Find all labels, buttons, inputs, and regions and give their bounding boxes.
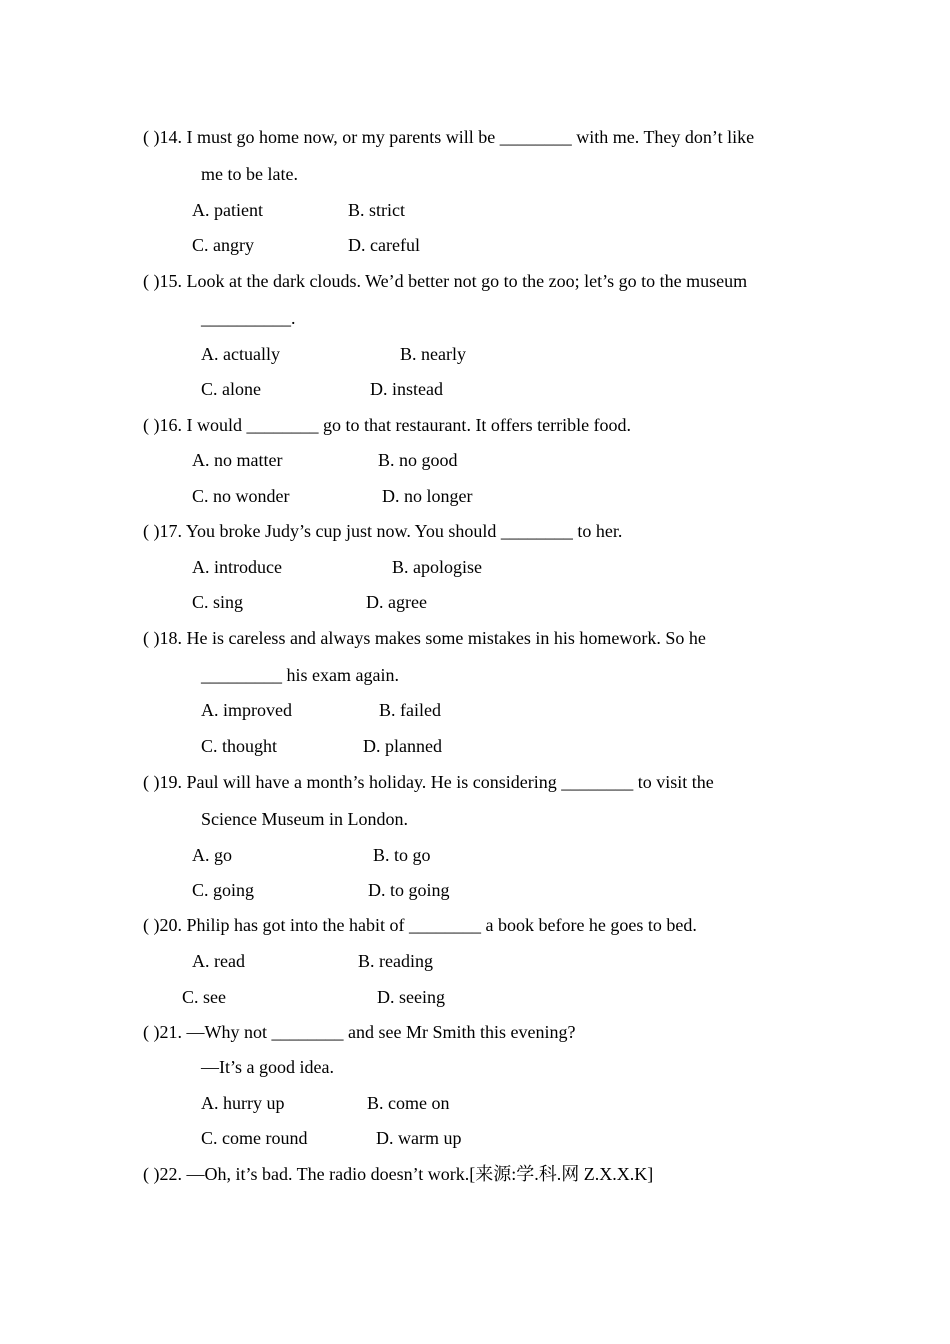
question-21-option-b: B. come on	[367, 1093, 450, 1113]
question-21-option-d: D. warm up	[376, 1128, 462, 1148]
question-14-option-d: D. careful	[348, 235, 420, 255]
question-22-stem-line-1: ( )22. —Oh, it’s bad. The radio doesn’t work.[来源:学.科.网 Z.X.X.K]	[143, 1164, 654, 1184]
question-16-stem-line-1: ( )16. I would ________ go to that restaurant. It offers terrible food.	[143, 415, 632, 435]
question-20-stem-line-1: ( )20. Philip has got into the habit of ________ a book before he goes to bed.	[143, 915, 697, 935]
question-19-option-c: C. going	[192, 880, 255, 900]
question-19-option-a: A. go	[192, 845, 232, 865]
question-14-option-c: C. angry	[192, 235, 254, 255]
question-21-stem-line-1: ( )21. —Why not ________ and see Mr Smith this evening?	[143, 1022, 576, 1042]
question-15-option-d: D. instead	[370, 379, 443, 399]
question-16-option-c: C. no wonder	[192, 486, 290, 506]
question-14-stem-line-2: me to be late.	[201, 164, 298, 184]
question-19-stem-line-2: Science Museum in London.	[201, 809, 408, 829]
question-19-option-b: B. to go	[373, 845, 431, 865]
question-15-option-c: C. alone	[201, 379, 261, 399]
question-20-option-c: C. see	[182, 987, 226, 1007]
question-17-option-b: B. apologise	[392, 557, 482, 577]
question-20-option-a: A. read	[192, 951, 245, 971]
question-17-option-c: C. sing	[192, 592, 244, 612]
question-15-option-b: B. nearly	[400, 344, 466, 364]
question-17-option-d: D. agree	[366, 592, 427, 612]
question-21-option-a: A. hurry up	[201, 1093, 285, 1113]
question-17-stem-line-1: ( )17. You broke Judy’s cup just now. You should ________ to her.	[143, 521, 623, 541]
question-21-stem-line-2: —It’s a good idea.	[201, 1057, 334, 1077]
question-15-option-a: A. actually	[201, 344, 280, 364]
question-15-stem-line-1: ( )15. Look at the dark clouds. We’d better not go to the zoo; let’s go to the museum	[143, 271, 748, 291]
question-17-option-a: A. introduce	[192, 557, 282, 577]
question-14-stem-line-1: ( )14. I must go home now, or my parents will be ________ with me. They don’t like	[143, 127, 755, 147]
question-19-stem-line-1: ( )19. Paul will have a month’s holiday. He is considering ________ to visit the	[143, 772, 714, 792]
question-14-option-a: A. patient	[192, 200, 263, 220]
question-19-option-d: D. to going	[368, 880, 450, 900]
question-18-option-a: A. improved	[201, 700, 292, 720]
question-18-option-b: B. failed	[379, 700, 441, 720]
question-16-option-b: B. no good	[378, 450, 458, 470]
question-20-option-b: B. reading	[358, 951, 433, 971]
question-18-stem-line-2: _________ his exam again.	[201, 665, 399, 685]
question-18-stem-line-1: ( )18. He is careless and always makes some mistakes in his homework. So he	[143, 628, 706, 648]
question-18-option-c: C. thought	[201, 736, 278, 756]
question-20-option-d: D. seeing	[377, 987, 445, 1007]
question-14-option-b: B. strict	[348, 200, 405, 220]
question-18-option-d: D. planned	[363, 736, 442, 756]
question-21-option-c: C. come round	[201, 1128, 308, 1148]
question-16-option-a: A. no matter	[192, 450, 283, 470]
question-16-option-d: D. no longer	[382, 486, 473, 506]
question-15-stem-line-2: __________.	[201, 308, 296, 328]
